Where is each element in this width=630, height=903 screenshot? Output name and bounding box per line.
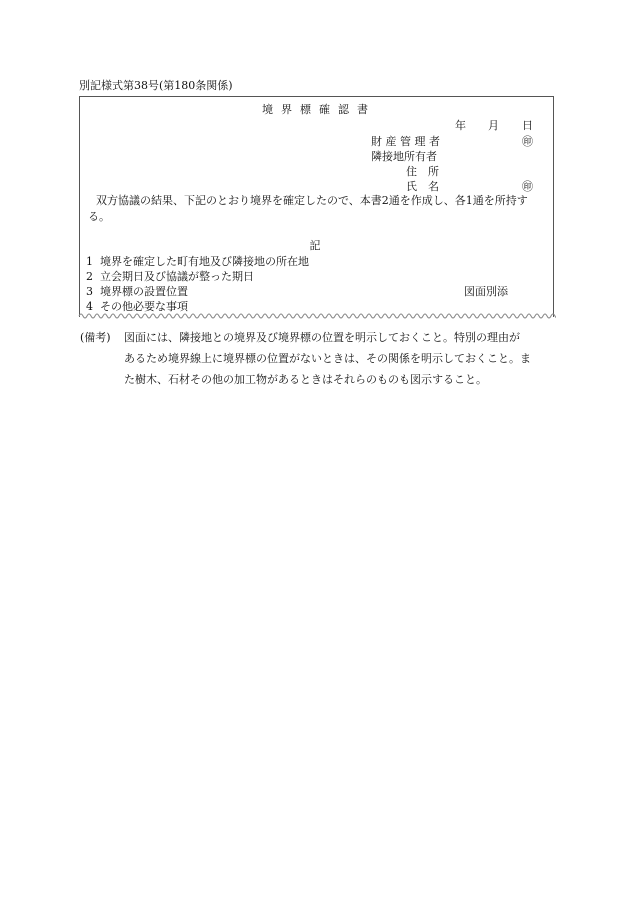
name-label: 氏 名 xyxy=(406,180,439,193)
remarks-line: 図面には、隣接地との境界及び境界標の位置を明示しておくこと。特別の理由が xyxy=(124,331,520,344)
list-item xyxy=(86,286,188,297)
official-seal-mark: ㊞ xyxy=(522,135,533,148)
address-label: 住 所 xyxy=(406,165,439,178)
list-item xyxy=(86,271,254,282)
item-number: 1 xyxy=(86,255,93,268)
ki-heading: 記 xyxy=(309,239,321,252)
remarks-label: (備考) xyxy=(80,331,111,344)
document-title: 境界標確認書 xyxy=(262,103,376,116)
item-number: 3 xyxy=(86,285,93,298)
item-text: その他必要な事項 xyxy=(100,300,188,313)
list-item xyxy=(86,256,309,267)
personal-seal-mark: ㊞ xyxy=(522,180,533,193)
item-note: 図面別添 xyxy=(464,285,508,298)
item-text: 立会期日及び協議が整った期日 xyxy=(100,270,254,283)
item-text: 境界標の設置位置 xyxy=(100,285,188,298)
remarks-line: あるため境界線上に境界標の位置がないときは、その関係を明示しておくこと。ま xyxy=(124,352,531,365)
item-number: 4 xyxy=(86,300,93,313)
item-text: 境界を確定した町有地及び隣接地の所在地 xyxy=(100,255,309,268)
remarks-text xyxy=(124,327,560,390)
date-day: 日 xyxy=(522,119,533,132)
remarks-line: た樹木、石材その他の加工物があるときはそれらのものも図示すること。 xyxy=(124,373,487,386)
property-manager-label: 財 産 管 理 者 xyxy=(371,135,440,148)
date-year: 年 xyxy=(455,119,466,132)
body-text: 双方協議の結果、下記のとおり境界を確定したので、本書2通を作成し、各1通を所持する。 xyxy=(88,194,528,223)
neighbor-owner-label: 隣接地所有者 xyxy=(371,150,437,163)
item-number: 2 xyxy=(86,270,93,283)
date-month: 月 xyxy=(488,119,499,132)
list-item xyxy=(86,301,188,312)
form-label: 別記様式第38号(第180条関係) xyxy=(79,79,233,92)
